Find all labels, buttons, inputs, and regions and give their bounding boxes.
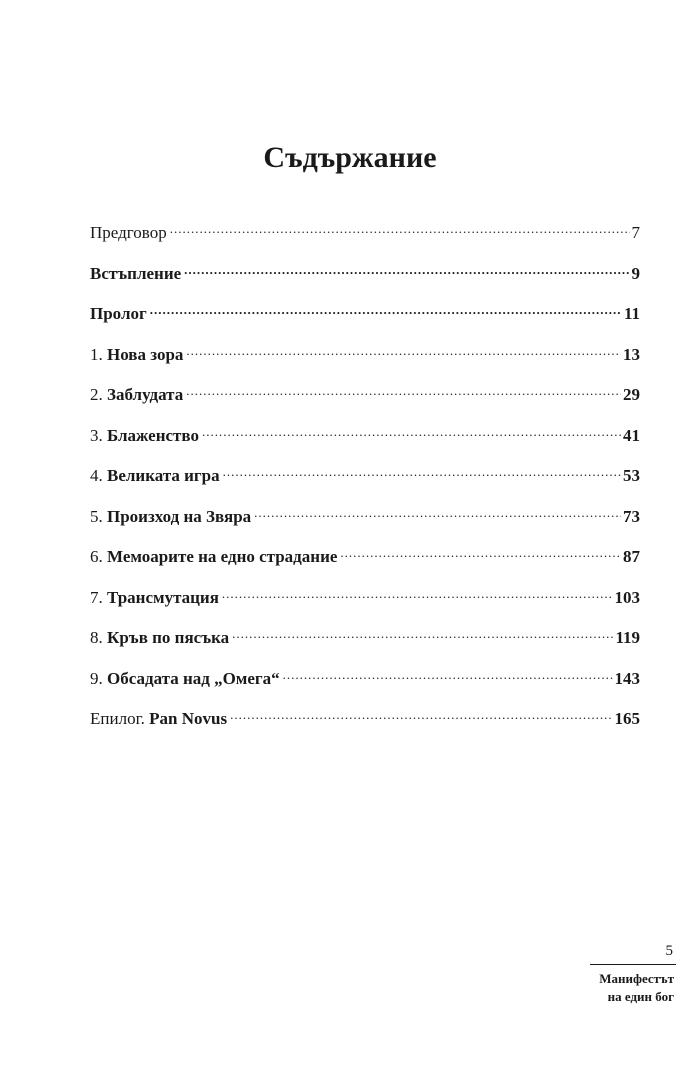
toc-entry[interactable]: [90, 415, 640, 456]
toc-entry-title: Pan Novus: [149, 709, 228, 728]
toc-entry-label: [90, 342, 186, 368]
page-number: 5: [665, 943, 673, 959]
running-title-line1: Манифестът: [599, 971, 674, 986]
toc-entry-prefix: 3.: [90, 425, 107, 445]
toc-dot-leader: [202, 415, 621, 441]
toc-entry-title: Обсадата над „Омега“: [107, 668, 280, 688]
page-title: Съдържание: [263, 141, 437, 174]
toc-entry[interactable]: [90, 455, 640, 496]
toc-entry-page: 87: [623, 547, 640, 566]
toc-entry-page: 143: [614, 668, 640, 688]
toc-entry-prefix: Предговор: [90, 223, 167, 242]
toc-entry-title: Заблудата: [107, 385, 184, 404]
toc-entry-label: [90, 666, 283, 692]
running-title: [534, 970, 674, 1006]
table-of-contents: [90, 212, 640, 739]
toc-entry-label: [90, 463, 223, 489]
footer-rule: [590, 964, 676, 965]
toc-entry-title: Великата игра: [107, 466, 220, 485]
toc-entry-label: [90, 261, 184, 287]
toc-entry-label: [90, 423, 202, 449]
toc-entry-label: [90, 504, 254, 530]
toc-entry-title: Нова зора: [107, 344, 184, 364]
toc-entry-title: Произход на Звяра: [107, 506, 252, 526]
toc-entry[interactable]: [90, 577, 640, 618]
toc-dot-leader: [186, 374, 621, 400]
toc-entry-prefix: 2.: [90, 385, 107, 404]
toc-dot-leader: [170, 212, 630, 238]
toc-entry-page: 103: [614, 587, 640, 607]
toc-entry-page: 11: [623, 304, 640, 323]
toc-entry-label: [90, 382, 186, 408]
toc-entry-title: Встъпление: [90, 263, 182, 283]
toc-entry-prefix: 6.: [90, 547, 107, 566]
toc-entry-label: [90, 544, 340, 570]
toc-entry-page: 29: [623, 385, 640, 404]
toc-entry[interactable]: [90, 617, 640, 658]
toc-entry[interactable]: [90, 293, 640, 334]
toc-entry-page: 41: [623, 425, 640, 445]
toc-dot-leader: [184, 253, 629, 279]
toc-dot-leader: [230, 698, 612, 724]
toc-dot-leader: [254, 496, 621, 522]
toc-entry[interactable]: [90, 374, 640, 415]
toc-entry-page: 119: [615, 628, 640, 647]
toc-entry-title: Кръв по пясъка: [107, 628, 230, 647]
toc-entry-page: 9: [631, 263, 640, 283]
toc-entry[interactable]: [90, 658, 640, 699]
toc-entry-title: Мемоарите на едно страдание: [107, 547, 338, 566]
toc-entry-prefix: Епилог.: [90, 709, 150, 728]
toc-entry-prefix: 8.: [90, 628, 107, 647]
toc-entry-label: [90, 625, 232, 651]
toc-entry[interactable]: [90, 253, 640, 294]
toc-dot-leader: [186, 334, 621, 360]
toc-entry[interactable]: [90, 334, 640, 375]
toc-entry-page: 13: [623, 344, 640, 364]
toc-entry-label: [90, 220, 170, 246]
toc-entry-prefix: 7.: [90, 587, 107, 607]
toc-entry-page: 73: [623, 506, 640, 526]
running-title-line2: на един бог: [607, 989, 674, 1004]
toc-entry-label: [90, 301, 150, 327]
toc-entry[interactable]: [90, 698, 640, 739]
toc-entry-prefix: 1.: [90, 344, 107, 364]
toc-entry-page: 165: [614, 709, 640, 728]
toc-dot-leader: [232, 617, 613, 643]
toc-entry-label: [90, 706, 230, 732]
toc-entry-page: 7: [631, 223, 640, 242]
toc-entry[interactable]: [90, 536, 640, 577]
toc-entry-title: Пролог: [90, 304, 147, 323]
toc-entry-title: Трансмутация: [107, 587, 219, 607]
toc-entry-title: Блаженство: [107, 425, 199, 445]
toc-entry-prefix: 9.: [90, 668, 107, 688]
toc-entry-prefix: 5.: [90, 506, 107, 526]
toc-dot-leader: [222, 577, 613, 603]
toc-dot-leader: [340, 536, 621, 562]
toc-entry-prefix: 4.: [90, 466, 107, 485]
toc-dot-leader: [283, 658, 613, 684]
toc-dot-leader: [223, 455, 621, 481]
toc-dot-leader: [150, 293, 622, 319]
toc-entry[interactable]: [90, 496, 640, 537]
toc-entry-page: 53: [623, 466, 640, 485]
toc-entry[interactable]: [90, 212, 640, 253]
toc-entry-label: [90, 585, 222, 611]
